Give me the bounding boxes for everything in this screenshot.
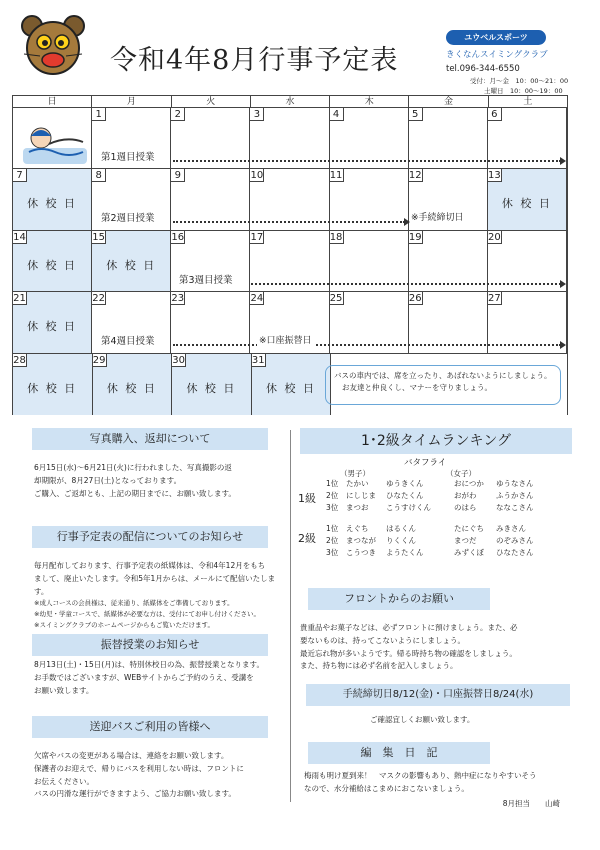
day-number: 12 [408,170,422,182]
closed-day-label: 休 校 日 [106,381,157,395]
paragraph-line: 6月15日(水)～6月21日(火)に行われました、写真撮影の返 [34,463,232,472]
grade-1-label: 1級 [298,492,316,505]
closed-day-label: 休 校 日 [266,381,317,395]
makeup-heading: 振替授業のお知らせ [32,634,268,656]
day-number: 8 [92,169,106,182]
girl-family-name: のはら [454,503,477,512]
boy-given-name: こうすけくん [386,503,431,512]
ranking-girls-label: （女子） [446,469,476,478]
calendar-cell-closed [252,354,332,415]
day-number: 17 [250,231,264,243]
weekday-fri: 金 [409,96,488,107]
bus-note-line: お友達と仲良くし、マナーを守りましょう。 [342,383,492,392]
day-number: 24 [250,293,264,305]
closed-day-label: 休 校 日 [27,258,78,272]
day-number: 1 [92,108,106,121]
girl-given-name: みきさん [496,524,526,533]
front-heading: フロントからのお願い [308,588,490,610]
diary-heading: 編 集 日 記 [308,742,490,764]
paragraph-line: 却期限が、8月27日(土)となっております。 [34,475,182,485]
day-number: 5 [409,108,423,121]
boy-given-name: はるくん [386,524,416,533]
paragraph-note: ※幼児・学童コースで、紙媒体が必要な方は、受付にてお申し付けください。 [34,610,260,619]
paragraph-line: 欠席やバスの変更がある場合は、連絡をお願い致します。 [34,751,229,760]
column-divider [290,430,291,802]
day-number: 15 [92,231,105,243]
calendar-week-3 [13,231,567,292]
day-number: 14 [13,231,26,243]
weekday-thu: 木 [330,96,409,107]
paragraph-line: 保護者のお迎えで、帰りにバスを利用しない時は、フロントに [34,763,244,773]
ranking-place: 1位 [326,479,339,488]
week-4-arrow [173,344,561,346]
account-transfer-note: ※口座振替日 [257,333,314,346]
day-number: 29 [92,354,106,366]
grade-2-label: 2級 [298,532,316,545]
boy-family-name: まつなが [346,536,376,545]
week-3-label: 第3週目授業 [179,274,233,286]
paragraph-line: ご購入、ご返却とも、上記の期日までに、お願い致します。 [34,488,236,498]
weekday-sun: 日 [13,96,92,107]
day-number: 13 [487,170,501,182]
girl-family-name: まつだ [454,536,477,545]
closed-day-label: 休 校 日 [106,258,157,272]
boy-family-name: たかい [346,479,369,488]
boy-given-name: ゆうきくん [386,479,424,488]
paragraph-line: 8月13日(土)・15日(月)は、特別休校日の為、振替授業となります。 [34,660,264,669]
day-number: 22 [92,293,105,305]
photo-body [34,462,284,500]
week-1-arrow [173,160,561,162]
day-number: 26 [408,293,422,305]
boy-family-name: こうつき [346,548,376,557]
closed-day-label: 休 校 日 [27,381,78,395]
boy-family-name: にしじま [346,491,376,500]
girl-given-name: ゆうなさん [496,479,534,488]
brand-badge: ユウベルスポーツ [446,30,546,45]
week-2-arrow [173,221,405,223]
calendar-cell-closed [172,354,252,415]
day-number: 21 [13,293,26,305]
diary-signature: 8月担当 山崎 [502,799,560,808]
paragraph-note: ※成人コースの会員様は、従来通り、紙媒体をご準備しております。 [34,599,234,608]
girl-given-name: ななこさん [496,503,534,512]
girl-family-name: みずくぼ [454,548,484,557]
ranking-place: 2位 [326,491,339,500]
distribution-heading: 行事予定表の配信についてのお知らせ [32,526,268,548]
photo-heading: 写真購入、返却について [32,428,268,450]
calendar-cell-closed [13,169,92,229]
paragraph-line: バスの円滑な運行ができますよう、ご協力お願い致します。 [34,789,236,799]
boy-family-name: まつお [346,503,369,512]
paragraph-line: なので、水分補給はこまめにおこないましょう。 [304,783,469,793]
closed-day-label: 休 校 日 [186,381,237,395]
closed-day-label: 休 校 日 [501,197,552,211]
day-number: 28 [13,354,26,366]
girl-family-name: たにぐち [454,524,484,533]
paragraph-line: 最近忘れ物が多いようです。帰る時持ち物の確認をしましょう。 [300,648,517,658]
closed-day-label: 休 校 日 [27,197,78,211]
paragraph-line: 要ないものは、持ってこないようにしましょう。 [300,635,465,645]
week-2-label: 第2週目授業 [101,213,155,225]
paragraph-line: まして、廃止いたします。令和5年1月からは、メールにて配信いたします。 [34,573,276,596]
swimmer-illustration [21,122,89,166]
day-number: 25 [329,293,343,305]
weekday-mon: 月 [92,96,171,107]
day-number: 19 [408,231,422,243]
ranking-row [326,478,576,490]
paragraph-line: お伝えください。 [34,776,94,786]
day-number: 7 [13,169,27,182]
bus-manners-note [325,365,561,405]
makeup-body [34,659,288,697]
brand-phone: tel.096-344-6550 [446,64,520,74]
weekday-header [13,96,567,108]
calendar-week-4 [13,292,567,353]
calendar-week-2 [13,169,567,230]
girl-family-name: おにつか [454,479,484,488]
distribution-body [34,560,288,631]
girl-given-name: のぞみさん [496,536,534,545]
week-4-label: 第4週目授業 [101,336,155,348]
ranking-row [326,502,576,514]
weekday-tue: 火 [172,96,251,107]
paragraph-line: お願い致します。 [34,685,94,695]
procedure-deadline-note: ※手続締切日 [411,213,464,224]
calendar-cell-closed [92,231,171,291]
paragraph-line: 貴重品やお菓子などは、必ずフロントに預けましょう。また、必 [300,623,518,632]
grade-1-table [326,478,576,514]
ranking-boys-label: （男子） [340,469,370,478]
weekday-sat: 土 [523,97,533,107]
ranking-stroke: バタフライ [404,458,447,468]
day-number: 3 [250,108,264,121]
day-number: 4 [330,108,344,121]
paragraph-line: 梅雨も明け夏到来！ マスクの影響もあり、熱中症になりやすいそう [304,771,537,780]
bus-body [34,750,288,801]
ranking-place: 3位 [326,548,339,557]
calendar-week-1 [13,108,567,169]
girl-given-name: ひなたさん [496,548,534,557]
ranking-row [326,523,576,535]
ranking-row [326,535,576,547]
girl-given-name: ふうかさん [496,491,534,500]
day-number: 16 [171,231,185,243]
grade-2-table [326,523,576,559]
hours-weekday: 受付：月～金 10：00～21：00 [470,77,569,85]
ranking-place: 3位 [326,503,339,512]
day-number: 30 [172,354,186,366]
day-number: 6 [488,108,502,121]
day-number: 2 [171,108,185,121]
ranking-row [326,490,576,502]
calendar-cell-closed [488,169,567,229]
front-body [300,622,576,673]
deadline-heading: 手続締切日8/12(金)・口座振替日8/24(水) [306,684,570,706]
bus-heading: 送迎バスご利用の皆様へ [32,716,268,738]
calendar-cell-closed [93,354,173,415]
mascot-logo [18,10,88,80]
calendar-cell-closed [13,231,92,291]
day-number: 23 [171,293,185,305]
girl-family-name: おがわ [454,491,477,500]
day-number: 9 [171,169,185,182]
day-number: 20 [487,231,501,243]
day-number: 27 [487,293,501,305]
diary-body [304,770,576,796]
boy-given-name: ようたくん [386,548,424,557]
calendar-cell-empty [13,108,92,168]
brand-block [446,30,596,97]
hours-saturday: 土曜日 10：00～19：00 [484,86,563,95]
paragraph-line: お手数ではございますが、WEBサイトからご予約のうえ、受講を [34,672,254,682]
boy-given-name: りくくん [386,536,416,545]
ranking-place: 1位 [326,524,339,533]
boy-given-name: ひなたくん [386,491,424,500]
closed-day-label: 休 校 日 [27,320,78,334]
brand-hours [446,77,596,97]
brand-subtitle: きくなんスイミングクラブ [446,50,548,60]
ranking-heading: 1･2級タイムランキング [300,428,572,454]
day-number: 11 [329,170,343,182]
week-1-label: 第1週目授業 [101,152,155,163]
weekday-wed: 水 [251,96,330,107]
paragraph-line: 毎月配布しております、行事予定表の紙媒体は、令和4年12月をもち [34,561,266,570]
week-3-arrow [251,283,561,285]
deadline-body: ご確認宜しくお願い致します。 [370,715,475,724]
ranking-row [326,547,576,559]
boy-family-name: えぐち [346,524,369,533]
paragraph-line: また、持ち物には必ず名前を記入しましょう。 [300,661,458,671]
page-title: 令和4年8月行事予定表 [110,45,399,76]
bus-note-line: バスの車内では、席を立ったり、あばれないようにしましょう。 [334,371,552,380]
calendar-cell-closed [13,354,93,415]
calendar-cell-closed [13,292,92,352]
day-number: 18 [329,231,343,243]
paragraph-note: ※スイミングクラブのホームページからもご覧いただけます。 [34,621,215,630]
day-number: 10 [250,170,264,182]
day-number: 31 [251,354,265,366]
ranking-place: 2位 [326,536,339,545]
